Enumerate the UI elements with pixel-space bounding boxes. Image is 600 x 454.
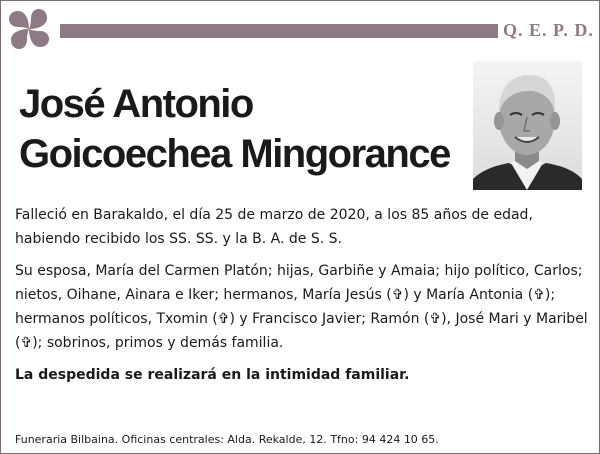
- farewell-paragraph: La despedida se realizará en la intimidad familiar.: [15, 367, 410, 383]
- portrait-photo: [473, 61, 582, 190]
- family-paragraph: Su esposa, María del Carmen Platón; hijas, Garbiñe y Amaia; hijo político, Carlos; nietos, Oihane, Ainara e Iker; hermanos, María Jesús (✞) y María Antonia (✞); hermanos políticos, Txomin (✞) y Francisco Javier; Ramón (✞), José Mari y Maribel (✞); sobrinos, primos y demás familia.: [15, 263, 588, 351]
- lauburu-icon: [5, 5, 53, 53]
- obituary-body: [15, 203, 589, 395]
- name-line-1: José Antonio: [19, 82, 253, 126]
- name-line-2: Goicoechea Mingorance: [19, 132, 450, 176]
- death-notice-paragraph: Falleció en Barakaldo, el día 25 de marzo de 2020, a los 85 años de edad, habiendo recibido los SS. SS. y la B. A. de S. S.: [15, 207, 533, 247]
- header-bar: [60, 24, 498, 38]
- deceased-name: [19, 79, 450, 179]
- funeral-home-footer: Funeraria Bilbaina. Oficinas centrales: Alda. Rekalde, 12. Tfno: 94 424 10 65.: [15, 433, 439, 446]
- qepd-badge: Q. E. P. D.: [503, 20, 594, 40]
